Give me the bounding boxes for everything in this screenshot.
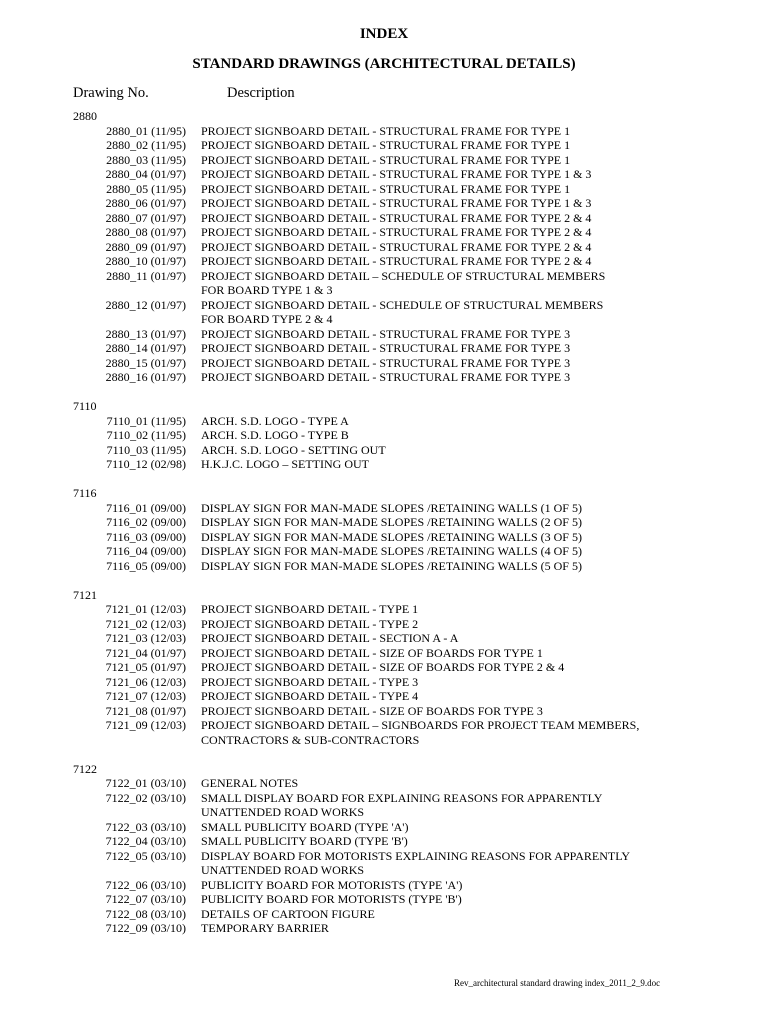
drawing-number: 7110_12 (02/98) [106,457,186,471]
drawing-number: 7116_02 (09/00) [106,515,186,529]
column-header-drawing-no: Drawing No. [73,85,149,101]
drawing-number: 2880_15 (01/97) [105,355,186,370]
page-title: INDEX [359,26,409,42]
drawing-number: 2880_04 (01/97) [105,167,186,181]
drawing-description: DISPLAY SIGN FOR MAN-MADE SLOPES /RETAINING WALLS (2 OF 5) [201,515,582,529]
drawing-row [0,530,768,545]
drawing-description: PROJECT SIGNBOARD DETAIL - TYPE 2 [201,616,419,631]
drawing-description: ARCH. S.D. LOGO - TYPE B [201,428,349,442]
drawing-row [0,414,768,429]
drawing-description: PROJECT SIGNBOARD DETAIL - TYPE 3 [201,674,419,689]
drawing-row [0,617,768,632]
drawing-row [0,602,768,617]
drawing-row [0,907,768,922]
page-subtitle: STANDARD DRAWINGS (ARCHITECTURAL DETAILS) [192,56,576,72]
drawing-row [0,225,768,240]
drawing-description: PROJECT SIGNBOARD DETAIL - SIZE OF BOARDS FOR TYPE 1 [201,645,543,660]
drawing-row [0,443,768,458]
drawing-row [0,153,768,168]
drawing-number: 7122_03 (03/10) [105,819,186,834]
drawing-number: 7122_04 (03/10) [105,834,186,848]
group-code: 2880 [73,109,97,123]
drawing-description: DISPLAY BOARD FOR MOTORISTS EXPLAINING REASONS FOR APPARENTLY UNATTENDED ROAD WORKS [201,848,630,877]
drawing-number: 2880_03 (11/95) [106,152,186,167]
group-code: 7116 [73,486,97,500]
drawing-description: PROJECT SIGNBOARD DETAIL - STRUCTURAL FRAME FOR TYPE 3 [201,370,571,384]
drawing-description: PROJECT SIGNBOARD DETAIL - STRUCTURAL FRAME FOR TYPE 2 & 4 [201,239,592,254]
drawing-row [0,124,768,139]
group-code: 7122 [73,761,97,776]
drawing-description: SMALL DISPLAY BOARD FOR EXPLAINING REASONS FOR APPARENTLY UNATTENDED ROAD WORKS [201,790,603,819]
drawing-row [0,356,768,371]
drawing-number: 7122_07 (03/10) [105,892,186,906]
drawing-number: 7121_01 (12/03) [105,602,186,616]
drawing-number: 2880_14 (01/97) [105,341,186,355]
drawing-number: 7122_06 (03/10) [105,877,186,892]
drawing-row [0,849,768,878]
drawing-number: 2880_13 (01/97) [105,326,186,341]
drawing-number: 2880_16 (01/97) [105,370,186,384]
drawing-row [0,167,768,182]
drawing-description: PROJECT SIGNBOARD DETAIL - STRUCTURAL FRAME FOR TYPE 3 [201,326,571,341]
drawing-row [0,718,768,747]
drawing-row [0,559,768,574]
drawing-description: PROJECT SIGNBOARD DETAIL - STRUCTURAL FRAME FOR TYPE 1 [201,123,571,138]
drawing-row [0,921,768,936]
drawing-description: PROJECT SIGNBOARD DETAIL - STRUCTURAL FRAME FOR TYPE 3 [201,341,571,355]
drawing-number: 2880_10 (01/97) [105,254,186,268]
drawing-description: DISPLAY SIGN FOR MAN-MADE SLOPES /RETAINING WALLS (3 OF 5) [201,529,582,544]
drawing-number: 7121_09 (12/03) [105,718,186,732]
drawing-number: 7110_03 (11/95) [106,442,186,457]
drawing-row [0,196,768,211]
drawing-row [0,776,768,791]
drawing-number: 7116_04 (09/00) [106,544,186,558]
drawing-description: PUBLICITY BOARD FOR MOTORISTS (TYPE 'B') [201,892,462,906]
drawing-description: TEMPORARY BARRIER [201,921,329,935]
drawing-row [0,298,768,327]
drawing-row [0,631,768,646]
drawing-group [0,399,768,472]
drawing-row [0,341,768,356]
drawing-description: PROJECT SIGNBOARD DETAIL - TYPE 4 [201,689,419,703]
drawing-row [0,791,768,820]
drawing-description: GENERAL NOTES [201,776,299,790]
drawing-row [0,704,768,719]
drawing-description: PROJECT SIGNBOARD DETAIL - STRUCTURAL FRAME FOR TYPE 1 [201,138,571,152]
drawing-number: 7116_05 (09/00) [106,558,186,573]
drawing-number: 7122_01 (03/10) [105,776,186,790]
drawing-row [0,646,768,661]
drawing-description: PROJECT SIGNBOARD DETAIL - SIZE OF BOARDS FOR TYPE 3 [201,703,543,718]
drawing-description: DISPLAY SIGN FOR MAN-MADE SLOPES /RETAINING WALLS (5 OF 5) [201,558,582,573]
drawing-description: SMALL PUBLICITY BOARD (TYPE 'A') [201,819,409,834]
drawing-description: PROJECT SIGNBOARD DETAIL - STRUCTURAL FRAME FOR TYPE 1 & 3 [201,167,592,181]
drawing-number: 7110_02 (11/95) [106,428,186,442]
drawing-number: 7116_01 (09/00) [106,500,186,515]
drawing-description: PUBLICITY BOARD FOR MOTORISTS (TYPE 'A') [201,877,463,892]
drawing-number: 7121_08 (01/97) [105,703,186,718]
drawing-row [0,211,768,226]
drawing-description: DETAILS OF CARTOON FIGURE [201,906,375,921]
drawing-description: PROJECT SIGNBOARD DETAIL - STRUCTURAL FRAME FOR TYPE 1 & 3 [201,196,592,210]
drawing-row [0,544,768,559]
drawing-group [0,762,768,936]
drawing-row [0,327,768,342]
drawing-description: SMALL PUBLICITY BOARD (TYPE 'B') [201,834,408,848]
drawing-description: PROJECT SIGNBOARD DETAIL - TYPE 1 [201,602,419,616]
drawing-number: 7121_07 (12/03) [105,689,186,703]
drawing-number: 7121_06 (12/03) [105,674,186,689]
drawing-group [0,109,768,385]
drawing-group [0,588,768,748]
drawing-row [0,660,768,675]
drawing-number: 7110_01 (11/95) [106,413,186,428]
drawing-row [0,240,768,255]
drawing-number: 2880_09 (01/97) [105,239,186,254]
drawing-number: 2880_08 (01/97) [105,225,186,239]
group-code: 7110 [73,399,97,413]
drawing-number: 2880_01 (11/95) [106,123,186,138]
drawing-row [0,878,768,893]
drawing-row [0,457,768,472]
drawing-description: ARCH. S.D. LOGO - TYPE A [201,413,349,428]
drawing-description: PROJECT SIGNBOARD DETAIL - STRUCTURAL FRAME FOR TYPE 2 & 4 [201,254,592,268]
drawing-number: 2880_06 (01/97) [105,196,186,210]
drawing-number: 2880_11 (01/97) [106,268,186,283]
drawing-description: PROJECT SIGNBOARD DETAIL - STRUCTURAL FRAME FOR TYPE 1 [201,152,571,167]
drawing-description: PROJECT SIGNBOARD DETAIL - SCHEDULE OF STRUCTURAL MEMBERS FOR BOARD TYPE 2 & 4 [201,297,604,326]
drawing-description: PROJECT SIGNBOARD DETAIL - SIZE OF BOARDS FOR TYPE 2 & 4 [201,660,565,674]
drawing-description: PROJECT SIGNBOARD DETAIL - STRUCTURAL FRAME FOR TYPE 2 & 4 [201,210,592,225]
footer-filename: Rev_architectural standard drawing index_2011_2_9.doc [454,978,661,988]
drawing-number: 7121_05 (01/97) [105,660,186,674]
drawing-row [0,138,768,153]
drawing-number: 7121_04 (01/97) [105,645,186,660]
column-header-description: Description [227,85,295,101]
drawing-description: PROJECT SIGNBOARD DETAIL - SECTION A - A [201,631,459,645]
drawing-number: 7116_03 (09/00) [106,529,186,544]
drawing-number: 2880_12 (01/97) [105,297,186,312]
drawing-row [0,820,768,835]
drawing-group [0,486,768,573]
drawing-number: 2880_07 (01/97) [105,210,186,225]
drawing-row [0,428,768,443]
drawing-description: PROJECT SIGNBOARD DETAIL – SIGNBOARDS FOR PROJECT TEAM MEMBERS, CONTRACTORS & SUB-CONTRACTORS [201,718,640,747]
drawing-index-list [0,109,768,950]
group-code: 7121 [73,587,97,602]
drawing-description: PROJECT SIGNBOARD DETAIL – SCHEDULE OF STRUCTURAL MEMBERS FOR BOARD TYPE 1 & 3 [201,268,606,297]
drawing-row [0,182,768,197]
drawing-row [0,370,768,385]
drawing-row [0,892,768,907]
drawing-description: DISPLAY SIGN FOR MAN-MADE SLOPES /RETAINING WALLS (1 OF 5) [201,500,582,515]
drawing-row [0,254,768,269]
drawing-number: 2880_02 (11/95) [106,138,186,152]
drawing-description: PROJECT SIGNBOARD DETAIL - STRUCTURAL FRAME FOR TYPE 3 [201,355,571,370]
drawing-row [0,675,768,690]
drawing-row [0,689,768,704]
drawing-row [0,834,768,849]
drawing-row [0,501,768,516]
drawing-number: 7121_02 (12/03) [105,616,186,631]
drawing-row [0,269,768,298]
drawing-number: 7122_05 (03/10) [105,848,186,863]
drawing-description: PROJECT SIGNBOARD DETAIL - STRUCTURAL FRAME FOR TYPE 1 [201,181,571,196]
drawing-number: 7122_08 (03/10) [105,906,186,921]
drawing-number: 7122_02 (03/10) [105,790,186,805]
drawing-description: DISPLAY SIGN FOR MAN-MADE SLOPES /RETAINING WALLS (4 OF 5) [201,544,582,558]
drawing-number: 7122_09 (03/10) [105,921,186,935]
drawing-description: H.K.J.C. LOGO – SETTING OUT [201,457,369,471]
drawing-description: PROJECT SIGNBOARD DETAIL - STRUCTURAL FRAME FOR TYPE 2 & 4 [201,225,592,239]
drawing-row [0,515,768,530]
drawing-number: 2880_05 (11/95) [106,181,186,196]
drawing-number: 7121_03 (12/03) [105,631,186,645]
drawing-description: ARCH. S.D. LOGO - SETTING OUT [201,442,386,457]
